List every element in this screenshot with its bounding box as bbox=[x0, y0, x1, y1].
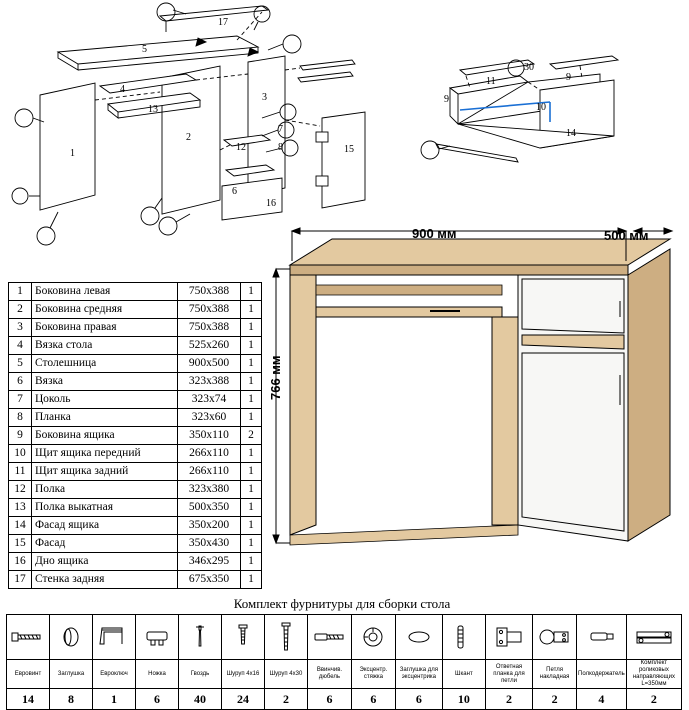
part-name: Цоколь bbox=[32, 391, 178, 409]
part-number: 1 bbox=[9, 283, 32, 301]
table-row bbox=[9, 409, 262, 427]
svg-text:5: 5 bbox=[142, 44, 147, 55]
table-row bbox=[9, 301, 262, 319]
eccentric-cap-icon bbox=[395, 615, 442, 660]
svg-text:8: 8 bbox=[278, 142, 283, 153]
dimension-width-label: 900 мм bbox=[412, 226, 457, 241]
part-name: Вязка bbox=[32, 373, 178, 391]
part-qty: 1 bbox=[241, 373, 262, 391]
hardware-count: 6 bbox=[136, 689, 179, 710]
part-name: Щит ящика передний bbox=[32, 445, 178, 463]
table-row bbox=[9, 391, 262, 409]
part-qty: 1 bbox=[241, 355, 262, 373]
part-name: Вязка стола bbox=[32, 337, 178, 355]
svg-text:13: 13 bbox=[148, 104, 158, 115]
part-number: 12 bbox=[9, 481, 32, 499]
exploded-view-drawer bbox=[400, 50, 680, 210]
dimension-height-label: 766 мм bbox=[268, 355, 283, 400]
part-number: 3 bbox=[9, 319, 32, 337]
hinge-plate-icon bbox=[485, 615, 532, 660]
part-name: Боковина ящика bbox=[32, 427, 178, 445]
part-size: 266х110 bbox=[178, 445, 241, 463]
part-size: 900х500 bbox=[178, 355, 241, 373]
part-size: 323х380 bbox=[178, 481, 241, 499]
hinge-icon bbox=[533, 615, 577, 660]
table-row bbox=[9, 499, 262, 517]
hardware-count: 2 bbox=[626, 689, 681, 710]
part-qty: 1 bbox=[241, 445, 262, 463]
hardware-name: Комплект роликовых направляющих L=350мм bbox=[626, 660, 681, 689]
svg-text:30: 30 bbox=[524, 62, 534, 73]
part-name: Стенка задняя bbox=[32, 571, 178, 589]
part-name: Боковина правая bbox=[32, 319, 178, 337]
part-name: Боковина средняя bbox=[32, 301, 178, 319]
hardware-count: 2 bbox=[485, 689, 532, 710]
table-row bbox=[9, 373, 262, 391]
hardware-name: Евроключ bbox=[93, 660, 136, 689]
table-row bbox=[9, 355, 262, 373]
part-qty: 1 bbox=[241, 571, 262, 589]
cap-icon bbox=[50, 615, 93, 660]
part-qty: 1 bbox=[241, 409, 262, 427]
part-number: 2 bbox=[9, 301, 32, 319]
hardware-icons-row bbox=[7, 615, 682, 660]
part-qty: 1 bbox=[241, 481, 262, 499]
hardware-name: Шкант bbox=[442, 660, 485, 689]
part-number: 16 bbox=[9, 553, 32, 571]
svg-text:4: 4 bbox=[120, 84, 125, 95]
svg-text:16: 16 bbox=[266, 198, 276, 209]
dowel-icon bbox=[442, 615, 485, 660]
part-number: 13 bbox=[9, 499, 32, 517]
screw-4x30-icon bbox=[265, 615, 308, 660]
part-qty: 1 bbox=[241, 463, 262, 481]
hardware-count: 24 bbox=[222, 689, 265, 710]
hardware-name: Ответная планка для петли bbox=[485, 660, 532, 689]
part-size: 323х388 bbox=[178, 373, 241, 391]
part-name: Столешница bbox=[32, 355, 178, 373]
hardware-count: 1 bbox=[93, 689, 136, 710]
part-qty: 1 bbox=[241, 391, 262, 409]
svg-text:12: 12 bbox=[236, 142, 246, 153]
parts-table bbox=[8, 282, 262, 589]
part-number: 5 bbox=[9, 355, 32, 373]
part-qty: 1 bbox=[241, 337, 262, 355]
table-row bbox=[9, 535, 262, 553]
hardware-count: 40 bbox=[179, 689, 222, 710]
part-size: 350х430 bbox=[178, 535, 241, 553]
table-row bbox=[9, 463, 262, 481]
part-name: Фасад bbox=[32, 535, 178, 553]
table-row bbox=[9, 319, 262, 337]
euro-screw-icon bbox=[7, 615, 50, 660]
part-name: Щит ящика задний bbox=[32, 463, 178, 481]
part-number: 9 bbox=[9, 427, 32, 445]
hardware-count: 10 bbox=[442, 689, 485, 710]
part-qty: 1 bbox=[241, 283, 262, 301]
parts-table-body bbox=[9, 283, 262, 589]
part-size: 350х110 bbox=[178, 427, 241, 445]
part-number: 10 bbox=[9, 445, 32, 463]
shelf-support-icon bbox=[577, 615, 627, 660]
svg-text:3: 3 bbox=[262, 92, 267, 103]
part-name: Планка bbox=[32, 409, 178, 427]
svg-text:2: 2 bbox=[186, 132, 191, 143]
hardware-count: 4 bbox=[577, 689, 627, 710]
svg-text:9: 9 bbox=[444, 94, 449, 105]
table-row bbox=[9, 517, 262, 535]
part-size: 323х60 bbox=[178, 409, 241, 427]
table-row bbox=[9, 337, 262, 355]
hardware-name: Шуруп 4х30 bbox=[265, 660, 308, 689]
table-row bbox=[9, 445, 262, 463]
hardware-count: 2 bbox=[265, 689, 308, 710]
part-number: 17 bbox=[9, 571, 32, 589]
part-size: 346х295 bbox=[178, 553, 241, 571]
hardware-count: 6 bbox=[308, 689, 352, 710]
part-size: 266х110 bbox=[178, 463, 241, 481]
part-size: 500х350 bbox=[178, 499, 241, 517]
nail-icon bbox=[179, 615, 222, 660]
part-size: 750х388 bbox=[178, 283, 241, 301]
part-number: 8 bbox=[9, 409, 32, 427]
part-name: Боковина левая bbox=[32, 283, 178, 301]
dimension-depth-label: 500 мм bbox=[604, 228, 649, 243]
part-size: 675х350 bbox=[178, 571, 241, 589]
hardware-name: Заглушка bbox=[50, 660, 93, 689]
table-row bbox=[9, 571, 262, 589]
part-qty: 1 bbox=[241, 301, 262, 319]
dowel-screw-icon bbox=[308, 615, 352, 660]
foot-icon bbox=[136, 615, 179, 660]
part-name: Фасад ящика bbox=[32, 517, 178, 535]
slide-set-icon bbox=[626, 615, 681, 660]
svg-text:1: 1 bbox=[70, 148, 75, 159]
hardware-name: Гвоздь bbox=[179, 660, 222, 689]
hardware-name: Заглушка для эксцентрика bbox=[395, 660, 442, 689]
hardware-names-row bbox=[7, 660, 682, 689]
hardware-count: 6 bbox=[351, 689, 395, 710]
hardware-count: 14 bbox=[7, 689, 50, 710]
svg-text:17: 17 bbox=[218, 17, 228, 28]
svg-text:6: 6 bbox=[232, 186, 237, 197]
table-row bbox=[9, 553, 262, 571]
table-row bbox=[9, 283, 262, 301]
part-number: 4 bbox=[9, 337, 32, 355]
hardware-name: Ножка bbox=[136, 660, 179, 689]
part-qty: 1 bbox=[241, 319, 262, 337]
part-number: 11 bbox=[9, 463, 32, 481]
part-qty: 1 bbox=[241, 517, 262, 535]
svg-text:7: 7 bbox=[278, 124, 283, 135]
hardware-name: Эксцентр. стяжка bbox=[351, 660, 395, 689]
finished-desk-drawing bbox=[270, 225, 682, 565]
hardware-table bbox=[6, 614, 682, 710]
part-size: 350х200 bbox=[178, 517, 241, 535]
part-qty: 2 bbox=[241, 427, 262, 445]
part-number: 15 bbox=[9, 535, 32, 553]
allen-key-icon bbox=[93, 615, 136, 660]
part-qty: 1 bbox=[241, 499, 262, 517]
hardware-name: Шуруп 4х16 bbox=[222, 660, 265, 689]
svg-text:15: 15 bbox=[344, 144, 354, 155]
part-size: 750х388 bbox=[178, 301, 241, 319]
part-name: Полка выкатная bbox=[32, 499, 178, 517]
eccentric-tie-icon bbox=[351, 615, 395, 660]
svg-text:10: 10 bbox=[536, 102, 546, 113]
part-size: 525х260 bbox=[178, 337, 241, 355]
part-qty: 1 bbox=[241, 553, 262, 571]
svg-text:11: 11 bbox=[486, 76, 496, 87]
part-name: Дно ящика bbox=[32, 553, 178, 571]
hardware-name: Полкодержатель bbox=[577, 660, 627, 689]
part-size: 323х74 bbox=[178, 391, 241, 409]
part-size: 750х388 bbox=[178, 319, 241, 337]
hardware-name: Евровинт bbox=[7, 660, 50, 689]
part-number: 7 bbox=[9, 391, 32, 409]
screw-4x16-icon bbox=[222, 615, 265, 660]
part-number: 6 bbox=[9, 373, 32, 391]
part-name: Полка bbox=[32, 481, 178, 499]
table-row bbox=[9, 481, 262, 499]
hardware-name: Петля накладная bbox=[533, 660, 577, 689]
hardware-set-title: Комплект фурнитуры для сборки стола bbox=[233, 596, 451, 611]
hardware-count: 2 bbox=[533, 689, 577, 710]
hardware-counts-row bbox=[7, 689, 682, 710]
part-qty: 1 bbox=[241, 535, 262, 553]
table-row bbox=[9, 427, 262, 445]
hardware-count: 6 bbox=[395, 689, 442, 710]
svg-text:9: 9 bbox=[566, 72, 571, 83]
hardware-count: 8 bbox=[50, 689, 93, 710]
part-number: 14 bbox=[9, 517, 32, 535]
hardware-name: Ввинчив. дюбель bbox=[308, 660, 352, 689]
svg-text:14: 14 bbox=[566, 128, 576, 139]
